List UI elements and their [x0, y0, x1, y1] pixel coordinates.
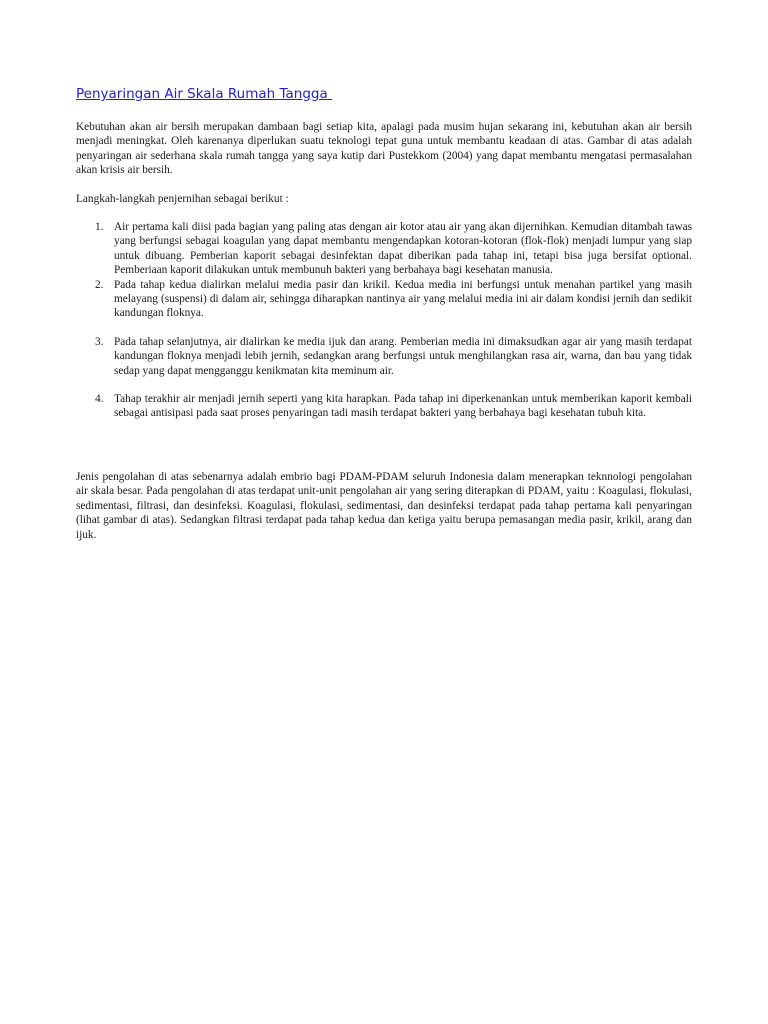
list-item [76, 220, 692, 278]
steps-intro: Langkah-langkah penjernihan sebagai berikut : [76, 193, 289, 205]
document-title[interactable]: Penyaringan Air Skala Rumah Tangga [76, 86, 333, 102]
closing-paragraph: Jenis pengolahan di atas sebenarnya adalah embrio bagi PDAM-PDAM seluruh Indonesia dalam menerapkan teknnologi pengolahan air skala besar. Pada pengolahan di atas terdapat unit-unit pengolahan air yang sering diterapkan di PDAM, yaitu : Koagulasi, flokulasi, sedimentasi, filtrasi, dan desinfeksi. Koagulasi, flokulasi, sedimentasi, dan desinfeksi terdapat pada tahap pertama kali penyaringan (lihat gambar di atas). Sedangkan filtrasi terdapat pada tahap kedua dan ketiga yaitu berupa pemasangan media pasir, krikil, arang dan ijuk. [76, 471, 692, 541]
step-text: Air pertama kali diisi pada bagian yang paling atas dengan air kotor atau air yang akan dijernihkan. Kemudian ditambah tawas yang berfungsi sebagai koagulan yang dapat membantu mengendapkan kotoran-kotoran (flok-flok) menjadi lumpur yang siap untuk dibuang. Pemberian kaporit sebagai desinfektan dapat diberikan pada tahap ini, tetapi bisa juga bersifat optional. Pemberiaan kaporit dilakukan untuk membunuh bakteri yang berbahaya bagi kesehatan manusia. [114, 221, 692, 277]
step-text: Tahap terakhir air menjadi jernih seperti yang kita harapkan. Pada tahap ini diperkenankan untuk memberikan kaporit kembali sebagai antisipasi pada saat proses penyaringan tadi masih terdapat bakteri yang berbahaya bagi kesehatan tubuh kita. [114, 393, 692, 420]
list-item [76, 335, 692, 378]
step-number: 4. [95, 393, 104, 406]
step-number: 2. [95, 278, 104, 291]
list-item [76, 392, 692, 421]
list-item [76, 278, 692, 321]
step-number: 1. [95, 221, 104, 233]
step-text: Pada tahap selanjutnya, air dialirkan ke media ijuk dan arang. Pemberian media ini dimaksudkan agar air yang masih terdapat kandungan floknya menjadi lebih jernih, sedangkan arang berfungsi untuk menghilangkan rasa air, warna, dan bau yang tidak sedap yang dapat mengganggu kenikmatan kita meminum air. [114, 335, 692, 377]
steps-list [76, 220, 692, 421]
step-text: Pada tahap kedua dialirkan melalui media pasir dan krikil. Kedua media ini berfungsi untuk menahan partikel yang masih melayang (suspensi) di dalam air, sehingga diharapkan nantinya air yang melalui media ini air dalam kondisi jernih dan sedikit kandungan floknya. [114, 278, 692, 320]
intro-paragraph: Kebutuhan akan air bersih merupakan dambaan bagi setiap kita, apalagi pada musim hujan sekarang ini, kebutuhan akan air bersih menjadi meningkat. Oleh karenanya diperlukan suatu teknologi tepat guna untuk membantu keadaan di atas. Gambar di atas adalah penyaringan air sederhana skala rumah tangga yang saya kutip dari Pustekkom (2004) yang dapat membantu mengatasi permasalahan akan krisis air bersih. [76, 121, 692, 177]
step-number: 3. [95, 335, 104, 348]
